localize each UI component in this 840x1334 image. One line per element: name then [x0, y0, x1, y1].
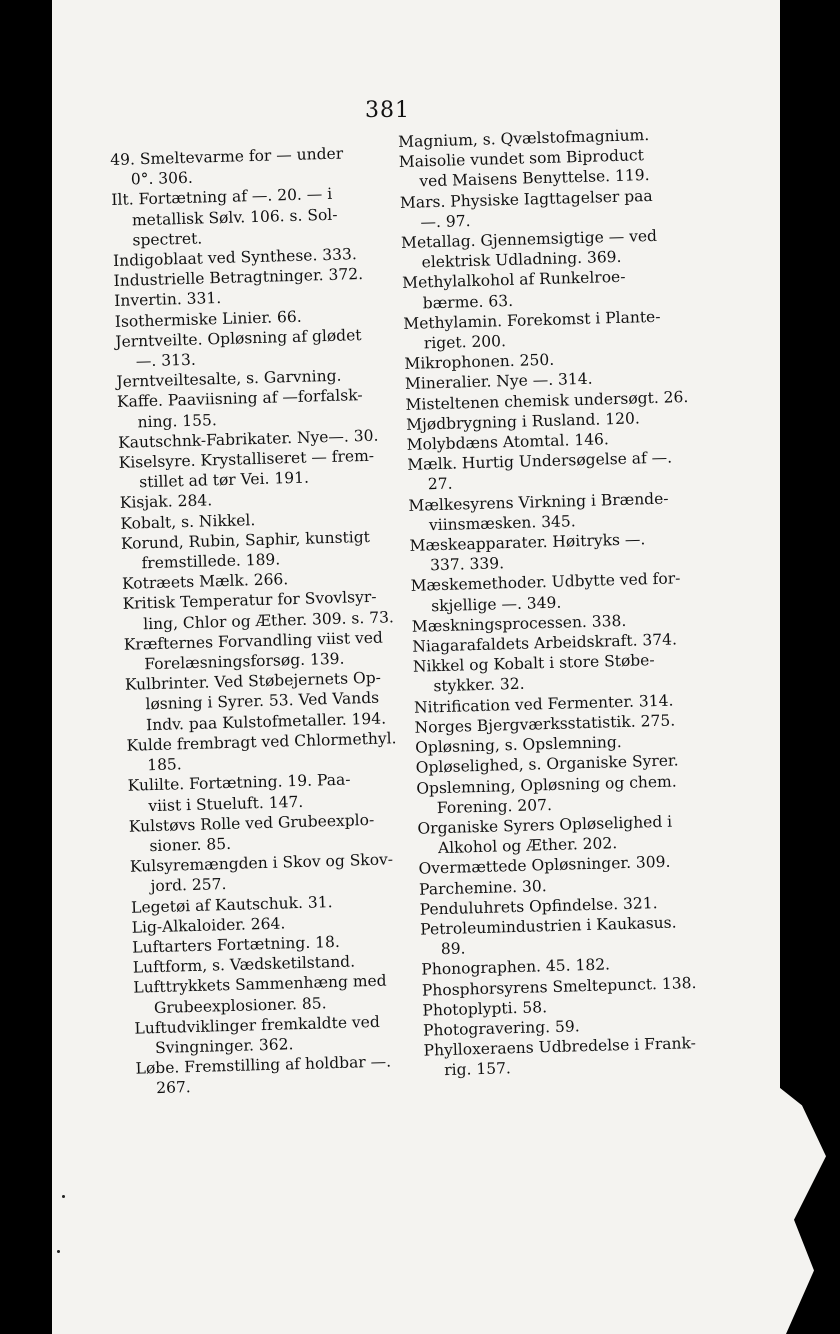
index-entry: Misteltenen chemisk undersøgt. 26.	[405, 387, 689, 414]
index-entry-continuation: viist i Stueluft. 147.	[148, 792, 304, 815]
index-column-left	[110, 142, 407, 1099]
index-entry: Opløsning, s. Opslemning.	[414, 733, 622, 757]
index-entry: Kisjak. 284.	[119, 491, 213, 513]
index-entry: Jerntveiltesalte, s. Garvning.	[116, 366, 342, 392]
index-entry: Nikkel og Kobalt i store Støbe-	[412, 651, 655, 677]
index-entry: Løbe. Fremstilling af holdbar —.	[135, 1052, 392, 1078]
index-entry: Kautschnk-Fabrikater. Nye—. 30.	[117, 426, 379, 452]
index-entry-continuation: —. 313.	[135, 350, 197, 371]
index-entry-continuation: Forening. 207.	[436, 795, 553, 817]
index-entry-continuation: skjellige —. 349.	[430, 593, 562, 615]
index-entry: Methylamin. Forekomst i Plante-	[403, 307, 661, 333]
index-entry: Kulsyremængden i Skov og Skov-	[129, 850, 394, 876]
index-entry: Kulilte. Fortætning. 19. Paa-	[127, 770, 351, 796]
index-entry: Mæskeapparater. Høitryks —.	[409, 530, 646, 555]
index-entry: Isothermiske Linier. 66.	[114, 307, 302, 331]
index-entry: Mælk. Hurtig Undersøgelse af —.	[407, 448, 673, 475]
index-entry-continuation: viinsmæsken. 345.	[428, 512, 576, 535]
index-entry: Molybdæns Atomtal. 146.	[406, 430, 610, 454]
index-entry: Penduluhrets Opfindelse. 321.	[419, 893, 658, 919]
index-entry-continuation: Svingninger. 362.	[154, 1035, 294, 1058]
index-entry: Indigoblaat ved Synthese. 333.	[112, 245, 358, 270]
index-entry-continuation: spectret.	[132, 229, 203, 250]
index-entry: Phosphorsyrens Smeltepunct. 138.	[421, 973, 697, 1000]
index-entry-continuation: metallisk Sølv. 106. s. Sol-	[131, 205, 338, 230]
index-entry-continuation: 0°. 306.	[130, 168, 194, 189]
index-entry: Luftudviklinger fremkaldte ved	[134, 1012, 380, 1038]
index-entry: Legetøi af Kautschuk. 31.	[130, 892, 333, 917]
index-entry: Kræfternes Forvandling viist ved	[123, 628, 384, 654]
index-entry: Mineralier. Nye —. 314.	[404, 370, 593, 394]
index-entry-continuation: —. 97.	[420, 211, 471, 232]
index-entry-continuation: Indv. paa Kulstofmetaller. 194.	[145, 709, 387, 734]
index-entry: Maisolie vundet som Biproduct	[398, 146, 645, 172]
index-entry: Kaffe. Paaviisning af —forfalsk-	[116, 386, 363, 412]
index-entry-continuation: bærme. 63.	[422, 291, 514, 312]
index-entry-continuation: Forelæsningsforsøg. 139.	[144, 649, 345, 674]
index-entry: Mæskningsprocessen. 338.	[411, 611, 627, 636]
index-entry: Nitrification ved Fermenter. 314.	[413, 691, 674, 717]
index-entry: Jerntveilte. Opløsning af glødet	[115, 325, 362, 351]
index-entry: Methylalkohol af Runkelroe-	[401, 268, 626, 293]
index-entry-continuation: Alkohol og Æther. 202.	[437, 834, 618, 858]
index-entry: Kulstøvs Rolle ved Grubeexplo-	[128, 810, 375, 836]
index-entry: Parchemine. 30.	[418, 876, 547, 899]
index-entry: Opslemning, Opløsning og chem.	[416, 771, 677, 798]
index-entry: 49. Smeltevarme for — under	[110, 144, 344, 169]
index-entry-continuation: jord. 257.	[150, 875, 227, 896]
index-entry: Organiske Syrers Opløselighed i	[417, 812, 673, 838]
page-number: 381	[365, 98, 410, 123]
index-entry: Luftform, s. Vædsketilstand.	[132, 952, 356, 977]
index-entry: Opløselighed, s. Organiske Syrer.	[415, 751, 679, 778]
index-entry-continuation: 267.	[155, 1078, 191, 1098]
index-entry: Overmættede Opløsninger. 309.	[418, 852, 671, 879]
index-entry-continuation: Grubeexplosioner. 85.	[153, 993, 327, 1017]
index-entry: Kobalt, s. Nikkel.	[120, 510, 256, 533]
index-entry: Mjødbrygning i Rusland. 120.	[405, 409, 641, 434]
index-entry: Photoplypti. 58.	[422, 997, 548, 1020]
index-entry: Kulde frembragt ved Chlormethyl.	[126, 729, 397, 755]
speck	[62, 1195, 65, 1198]
index-entry: Photogravering. 59.	[422, 1017, 580, 1040]
index-entry-continuation: riget. 200.	[423, 332, 507, 353]
index-entry: Kritisk Temperatur for Svovlsyr-	[122, 588, 377, 614]
index-entry-continuation: stillet ad tør Vei. 191.	[139, 468, 310, 492]
index-entry: Mælkesyrens Virkning i Brænde-	[408, 489, 669, 515]
index-entry: Magnium, s. Qvælstofmagnium.	[398, 125, 650, 151]
index-entry: Lig-Alkaloider. 264.	[131, 914, 286, 937]
index-entry-continuation: fremstillede. 189.	[141, 550, 281, 573]
index-entry: Norges Bjergværksstatistik. 275.	[414, 711, 676, 737]
index-entry: Metallag. Gjennemsigtige — ved	[400, 226, 658, 252]
index-entry: Industrielle Betragtninger. 372.	[113, 265, 364, 291]
index-entry: Petroleumindustrien i Kaukasus.	[420, 913, 677, 939]
index-entry-continuation: ling, Chlor og Æther. 309. s. 73.	[142, 607, 395, 633]
index-entry: Phonographen. 45. 182.	[421, 955, 611, 979]
index-entry: Mars. Physiske Iagttagelser paa	[399, 186, 653, 212]
index-entry: Lufttrykkets Sammenhæng med	[133, 971, 387, 997]
index-entry: Kiselsyre. Krystalliseret — frem-	[118, 446, 375, 472]
index-entry: Phylloxeraens Udbredelse i Frank-	[423, 1034, 697, 1060]
index-entry-continuation: rig. 157.	[443, 1059, 512, 1080]
index-entry-continuation: elektrisk Udladning. 369.	[421, 248, 622, 272]
index-column-right	[398, 124, 707, 1081]
index-entry-continuation: 89.	[440, 939, 466, 959]
index-entry-continuation: 337. 339.	[429, 554, 505, 575]
index-entry-continuation: 185.	[146, 755, 182, 775]
index-entry-continuation: ved Maisens Benyttelse. 119.	[419, 166, 650, 191]
index-entry-continuation: stykker. 32.	[433, 675, 525, 696]
index-entry-continuation: sioner. 85.	[149, 834, 232, 856]
speck	[57, 1250, 60, 1253]
index-entry: Invertin. 331.	[113, 289, 222, 311]
index-entry: Ilt. Fortætning af —. 20. — i	[111, 185, 333, 210]
index-entry: Mikrophonen. 250.	[404, 350, 555, 374]
index-entry-continuation: løsning i Syrer. 53. Ved Vands	[145, 689, 380, 714]
index-entry: Niagarafaldets Arbeidskraft. 374.	[412, 630, 678, 656]
index-entry: Kulbrinter. Ved Støbejernets Op-	[124, 668, 382, 695]
index-entry-continuation: 27.	[427, 475, 453, 494]
index-entry: Kotræets Mælk. 266.	[121, 570, 289, 594]
index-entry: Mæskemethoder. Udbytte ved for-	[410, 569, 681, 596]
index-entry: Korund, Rubin, Saphir, kunstigt	[120, 527, 371, 553]
index-entry: Luftarters Fortætning. 18.	[132, 932, 341, 957]
index-entry-continuation: ning. 155.	[137, 410, 218, 431]
